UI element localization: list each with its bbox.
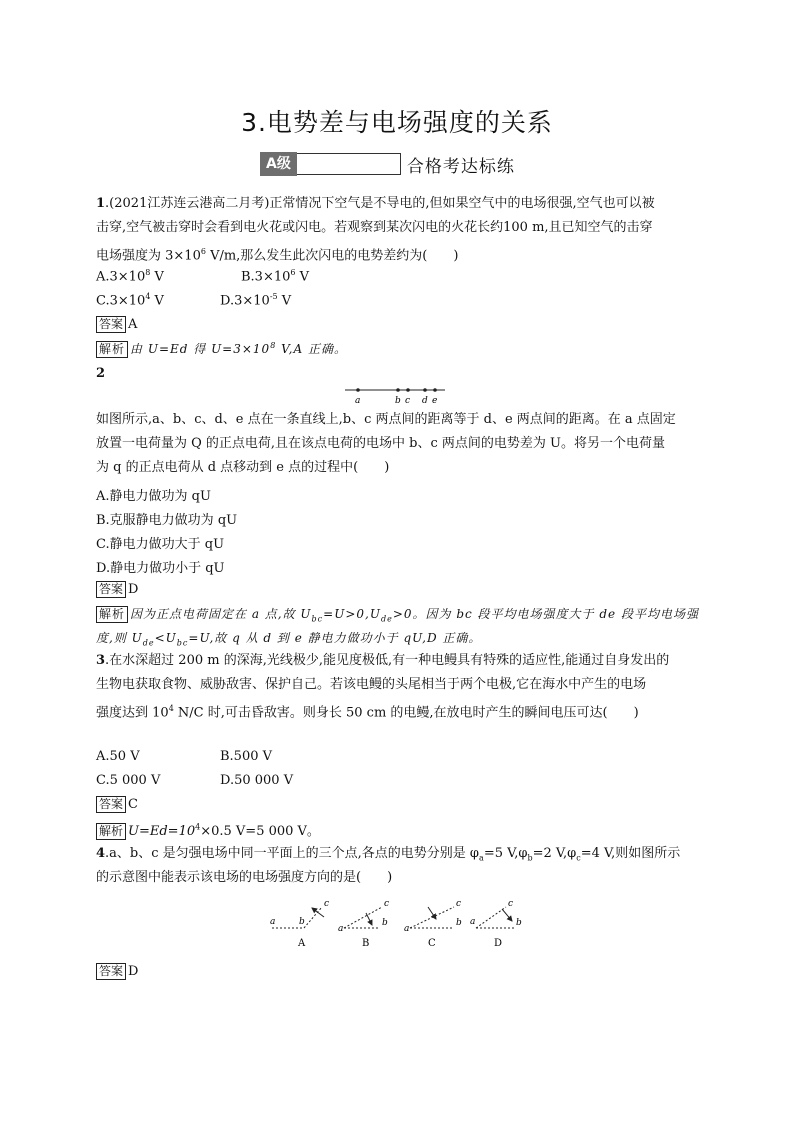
q4-a-label-b: b [299,917,305,927]
q1-answer-value: A [128,317,138,332]
q3-option-a: A.50 V [96,749,140,764]
q4-a-label-a: a [270,917,276,927]
q3-option-d: D.50 000 V [220,773,294,788]
q1-ob: B.3×10 [241,269,291,285]
q4-text1b: =5 V,φ [483,846,528,861]
q2-answer-value: D [128,582,139,597]
q1-number: 1 [96,196,106,211]
q4-label-D: D [494,938,503,949]
q1-option-d [220,292,291,308]
q4-text1a: .a、b、c 是匀强电场中同一平面上的三个点,各点的电势分别是 φ [105,846,480,861]
q1-expl-a: 由 U=Ed 得 U=3×10 [130,342,271,356]
q2-point-c [406,388,410,392]
q4-sub-c: c [576,853,581,863]
q4-answer-tag: 答案 [96,963,126,980]
q2-explanation-line1 [96,605,699,623]
q4-figure-b [338,899,389,949]
q4-label-C: C [428,938,436,949]
q4-figure [262,895,532,950]
q3-answer-tag: 答案 [96,796,126,813]
q1-expl-sup: 8 [270,341,277,350]
q2-expl-sub3: de [142,638,155,648]
q3-sup: 4 [168,704,174,713]
q2-label-a: a [355,396,361,406]
q4-figure-a [270,899,329,949]
q1-text1: .(2021江苏连云港高二月考)正常情况下空气是不导电的,但如果空气中的电场很强,空气也可以被 [105,196,655,211]
q1-text3b: V/m,那么发生此次闪电的电势差约为( ) [205,248,459,264]
q3-line3 [96,700,639,722]
q2-expl-sub1: bc [311,614,324,624]
q1-answer-tag: 答案 [96,316,126,333]
q4-answer [96,963,138,980]
q4-number: 4 [96,846,106,861]
q1-line3 [96,243,458,265]
q4-sub-a: a [479,853,484,863]
q4-line2: 的示意图中能表示该电场的电场强度方向的是( ) [96,870,393,885]
q2-answer [96,581,138,598]
q1-sup: 6 [200,247,206,256]
q3-expl-sup: 4 [195,822,201,832]
q2-line3: 为 q 的正点电荷从 d 点移动到 e 点的过程中( ) [96,460,390,475]
q1-text3a: 电场强度为 3×10 [96,248,201,264]
q4-text1c: =2 V,φ [532,846,577,861]
q1-expl-tag: 解析 [96,341,128,358]
q2-point-e [433,388,437,392]
q3-explanation [96,820,320,840]
q2-line1: 如图所示,a、b、c、d、e 点在一条直线上,b、c 两点间的距离等于 d、e 两点间的距离。在 a 点固定 [96,412,676,427]
q4-c-label-a: a [404,924,410,934]
level-badge: A级 [260,152,297,176]
q4-b-label-b: b [382,918,388,928]
q1-od: D.3×10 [220,293,270,309]
q2-point-a [356,388,360,392]
q2-expl-tag: 解析 [96,606,128,623]
q4-d-label-a: a [470,917,476,927]
q1-od-sup: -5 [269,292,278,301]
q1-option-c [96,292,164,308]
q1-explanation [96,340,347,358]
q1-oa: A.3×10 [96,269,146,285]
q4-sub-b: b [527,853,533,863]
q4-line1 [96,845,680,868]
q4-figure-d [470,899,522,949]
q4-b-label-a: a [338,924,344,934]
q3-expl-tag: 解析 [96,823,126,840]
q3-text3a: 强度达到 10 [96,705,169,721]
q2-option-a: A.静电力做功为 qU [96,489,211,504]
q3-text3b: N/C 时,可击昏敌害。则身长 50 cm 的电鳗,在放电时产生的瞬间电压可达( ) [173,705,639,721]
q2-option-b: B.克服静电力做功为 qU [96,513,238,528]
q4-d-label-c: c [508,899,514,909]
q1-oa-sup: 8 [145,268,151,277]
q1-option-a [96,268,164,284]
q2-label-e: e [432,396,438,406]
level-caption: 合格考达标练 [406,156,515,177]
q1-ob-sup: 6 [290,268,296,277]
q1-expl-b: V,A 正确。 [276,342,347,356]
q4-b-label-c: c [384,899,390,909]
q2-line2: 放置一电荷量为 Q 的正点电荷,且在该点电荷的电场中 b、c 两点间的电势差为 U。将另一个电荷量 [96,436,666,451]
q4-d-label-b: b [516,918,522,928]
level-header [260,152,515,176]
q2-number-line [96,365,105,383]
q1-oc-sup: 4 [145,292,151,301]
q4-text1d: =4 V,则如图所示 [580,846,681,861]
q3-line1 [96,652,669,670]
q3-line2: 生物电获取食物、威胁敌害、保护自己。若该电鳗的头尾相当于两个电极,它在海水中产生的电场 [96,677,647,692]
q2-label-d: d [422,396,428,406]
q3-number: 3 [96,653,106,668]
q2-figure [340,382,450,406]
q2-expl-sub2: de [380,614,393,624]
q3-answer-value: C [128,797,138,812]
q3-expl-b: ×0.5 V=5 000 V。 [200,824,320,839]
level-blank-box [297,153,401,175]
q4-label-B: B [362,938,370,949]
q1-oc-unit: V [150,293,164,309]
q4-figure-c [404,899,462,949]
page-title: 3.电势差与电场强度的关系 [241,108,553,137]
q4-c-label-b: b [456,918,462,928]
q1-line1 [96,195,655,213]
q2-expl-1b: =U>0,U [323,607,381,621]
q3-option-c: C.5 000 V [96,773,161,788]
q4-label-A: A [298,938,306,949]
q2-explanation-line2 [96,629,481,647]
q2-expl-2b: <U [154,631,177,645]
q3-expl-a: U=Ed=10 [128,824,196,839]
q2-point-b [396,388,400,392]
q4-answer-value: D [128,964,139,979]
q1-answer [96,316,137,333]
q2-expl-1: 因为正点电荷固定在 a 点,故 U [130,607,312,621]
q1-option-b [241,268,309,284]
q4-a-label-c: c [324,899,330,909]
q1-oc: C.3×10 [96,293,146,309]
q1-line2: 击穿,空气被击穿时会看到电火花或闪电。若观察到某次闪电的火花长约100 m,且已知空气的击穿 [96,220,653,235]
q2-label-c: c [405,396,411,406]
q2-expl-2a: 度,则 U [96,631,143,645]
q2-expl-2c: =U,故 q 从 d 到 e 静电力做功小于 qU,D 正确。 [188,631,482,645]
q2-number: 2 [96,366,106,381]
q2-point-d [423,388,427,392]
q3-answer [96,796,138,813]
q2-expl-1c: >0。因为 bc 段平均电场强度大于 de 段平均电场强 [392,607,699,621]
q2-option-c: C.静电力做功大于 qU [96,537,225,552]
q3-option-b: B.500 V [220,749,273,764]
q2-option-d: D.静电力做功小于 qU [96,561,225,576]
q1-oa-unit: V [150,269,164,285]
q4-c-label-c: c [456,899,462,909]
q3-text1: .在水深超过 200 m 的深海,光线极少,能见度极低,有一种电鳗具有特殊的适应性,能通过自身发出的 [105,653,670,668]
q1-od-unit: V [277,293,292,309]
q2-label-b: b [395,396,401,406]
q2-answer-tag: 答案 [96,581,126,598]
q1-ob-unit: V [295,269,310,285]
q2-expl-sub4: bc [176,638,189,648]
